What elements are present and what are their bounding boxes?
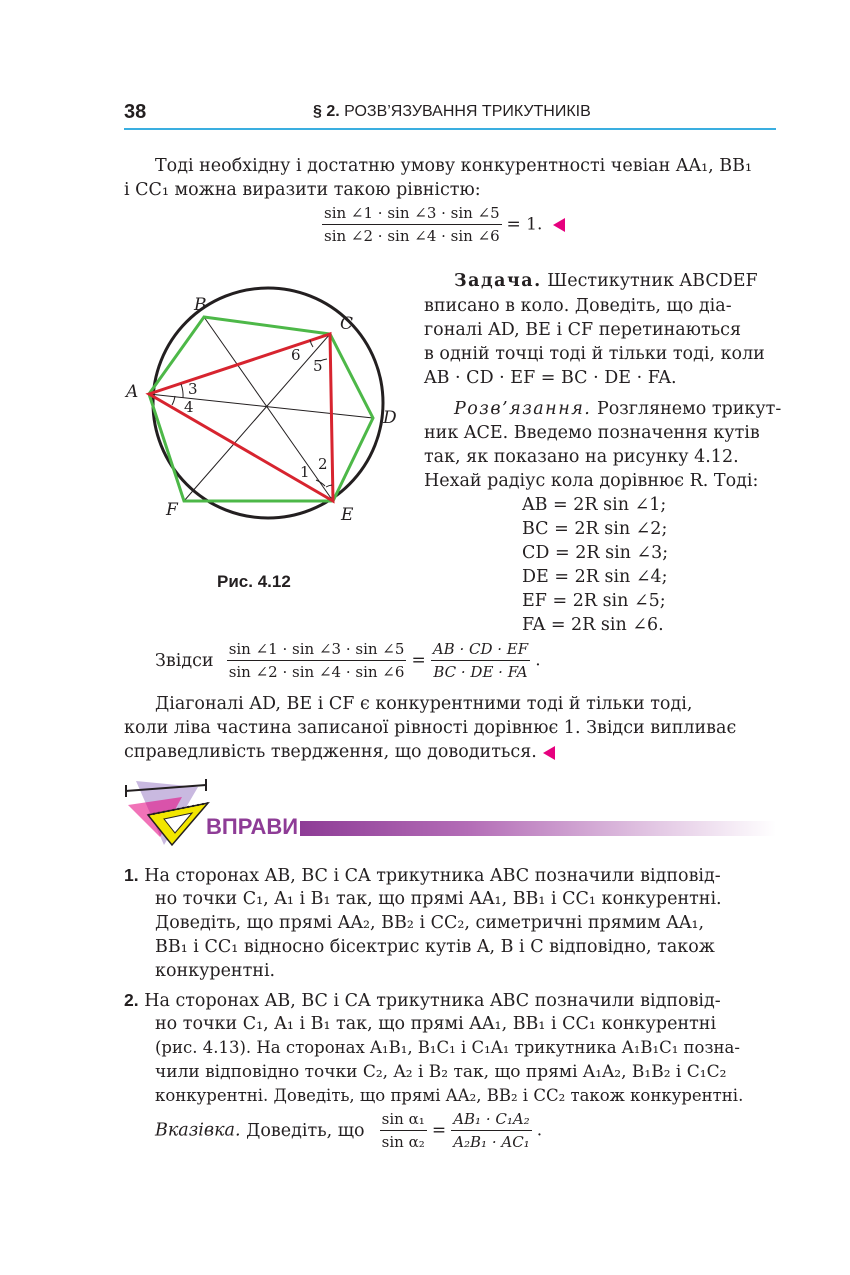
hint-period: . [536, 1120, 543, 1141]
conclusion-line-2: коли ліва частина записаної рівності дорівнює 1. Звідси випливає [124, 718, 737, 738]
angle-label-6: 6 [291, 346, 301, 364]
exercises-banner-bar [300, 821, 776, 836]
hence-right-fraction [431, 640, 530, 681]
hence-right-denominator: BC · DE · FA [433, 663, 528, 681]
exercise-1-text-1: На сторонах AB, BC і CA трикутника ABC позначили відповід- [144, 866, 721, 886]
figure-caption: Рис. 4.12 [217, 572, 291, 591]
vertex-label-c: C [340, 314, 354, 334]
hence-left-fraction [227, 640, 407, 681]
ceva-formula [322, 204, 565, 245]
hint-left-numerator: sin α₁ [380, 1110, 427, 1131]
angle-label-4: 4 [184, 398, 194, 416]
problem-line-5: AB · CD · EF = BC · DE · FA. [424, 368, 677, 388]
problem-line-3: гоналі AD, BE і CF перетинаються [424, 320, 742, 340]
section-title: РОЗВ’ЯЗУВАННЯ ТРИКУТНИКІВ [344, 103, 591, 120]
solution-label: Розв’язання. [454, 399, 592, 419]
formula-fraction [322, 204, 502, 245]
intro-line-1: Тоді необхідну і достатню умову конкурентності чевіан AA₁, BB₁ [155, 156, 752, 176]
exercise-1-line-4: BB₁ і CC₁ відносно бісектрис кутів A, B і C відповідно, також [155, 937, 715, 957]
vertex-label-b: B [194, 295, 207, 315]
hint-right-fraction [451, 1110, 532, 1151]
exercise-1-line-1 [124, 863, 721, 888]
equation-fa: FA = 2R sin ∠6. [522, 615, 664, 635]
hint-left-fraction [380, 1110, 427, 1151]
problem-text-1: Шестикутник ABCDEF [541, 271, 758, 291]
exercise-1-number: 1. [124, 865, 139, 885]
exercise-2-line-3: (рис. 4.13). На сторонах A₁B₁, B₁C₁ і C₁A₁ трикутника A₁B₁C₁ позна- [155, 1038, 740, 1057]
exercises-logo-icon [120, 775, 220, 850]
solution-line-4: Нехай радіус кола дорівнює R. Тоді: [424, 471, 759, 491]
exercise-2-number: 2. [124, 990, 139, 1010]
exercise-2-line-4: чили відповідно точки C₂, A₂ і B₂ так, що прямі A₁A₂, B₁B₂ і C₁C₂ [155, 1062, 727, 1082]
exercise-2-line-5: конкурентні. Доведіть, що прямі AA₂, BB₂ і CC₂ також конкурентні. [155, 1086, 744, 1105]
hence-left-numerator: sin ∠1 · sin ∠3 · sin ∠5 [227, 640, 407, 661]
vertex-label-a: A [126, 382, 139, 402]
exercise-2-line-1 [124, 988, 721, 1013]
equation-ab: AB = 2R sin ∠1; [522, 495, 667, 515]
page-number: 38 [124, 101, 147, 123]
problem-line-4: в одній точці тоді й тільки тоді, коли [424, 344, 765, 364]
exercise-2-line-2: но точки C₁, A₁ і B₁ так, що прямі AA₁, BB₁ і CC₁ конкурентні [155, 1014, 717, 1034]
figure-4-12 [120, 285, 410, 530]
exercises-title: ВПРАВИ [206, 814, 299, 839]
vertex-label-e: E [341, 505, 354, 525]
exercise-2-text-1: На сторонах AB, BC і CA трикутника ABC позначили відповід- [144, 991, 721, 1011]
vertex-label-d: D [383, 408, 397, 428]
header-rule [124, 128, 776, 130]
solution-line-2: ник ACE. Введемо позначення кутів [424, 423, 760, 443]
hence-period: . [535, 650, 541, 671]
formula-denominator: sin ∠2 · sin ∠4 · sin ∠6 [324, 227, 500, 245]
hexagon-abcdef [149, 317, 373, 501]
intro-line-2: і CC₁ можна виразити такою рівністю: [124, 180, 481, 200]
conclusion-text-3: справедливість твердження, що доводиться. [124, 742, 537, 762]
angle-label-1: 1 [300, 463, 310, 481]
exercise-1-line-5: конкурентні. [155, 961, 276, 981]
angle-label-3: 3 [188, 380, 198, 398]
angle-label-5: 5 [313, 357, 323, 375]
hence-left-denominator: sin ∠2 · sin ∠4 · sin ∠6 [228, 663, 405, 681]
hence-right-numerator: AB · CD · EF [431, 640, 530, 661]
hint-text: Доведіть, що [240, 1120, 365, 1141]
equation-bc: BC = 2R sin ∠2; [522, 519, 668, 539]
problem-label: Задача. [454, 271, 542, 291]
formula-rhs: = 1. [506, 214, 543, 235]
problem-line-1 [454, 269, 758, 293]
exercise-1-line-2: но точки C₁, A₁ і B₁ так, що прямі AA₁, BB₁ і CC₁ конкурентні. [155, 889, 722, 909]
running-header [313, 103, 591, 121]
solution-line-3: так, як показано на рисунку 4.12. [424, 447, 739, 467]
solution-line-1 [454, 397, 781, 421]
equation-de: DE = 2R sin ∠4; [522, 567, 668, 587]
hint-right-denominator: A₂B₁ · AC₁ [453, 1133, 530, 1151]
hence-formula [155, 640, 541, 681]
hint-right-numerator: AB₁ · C₁A₂ [451, 1110, 532, 1131]
end-of-proof-marker [553, 218, 565, 232]
equation-ef: EF = 2R sin ∠5; [522, 591, 666, 611]
hint-equals: = [431, 1120, 447, 1141]
vertex-label-f: F [166, 500, 178, 520]
exercise-2-hint [155, 1110, 542, 1151]
angle-label-2: 2 [318, 455, 328, 473]
formula-numerator: sin ∠1 · sin ∠3 · sin ∠5 [322, 204, 502, 225]
exercise-1-line-3: Доведіть, що прямі AA₂, BB₂ і CC₂, симетричні прямим AA₁, [155, 913, 705, 933]
hint-left-denominator: sin α₂ [381, 1133, 425, 1151]
end-of-proof-marker-2 [543, 746, 555, 760]
angle-labels [184, 346, 328, 481]
problem-line-2: вписано в коло. Доведіть, що діа- [424, 296, 732, 316]
hence-equals: = [411, 650, 426, 671]
solution-text-1: Розглянемо трикут- [591, 399, 782, 419]
conclusion-line-3 [124, 740, 555, 764]
conclusion-line-1: Діагоналі AD, BE і CF є конкурентними тоді й тільки тоді, [155, 694, 693, 714]
hint-label: Вказівка. [155, 1120, 241, 1141]
equation-cd: CD = 2R sin ∠3; [522, 543, 669, 563]
section-number: § 2. [313, 103, 340, 120]
hence-word: Звідси [155, 650, 214, 671]
